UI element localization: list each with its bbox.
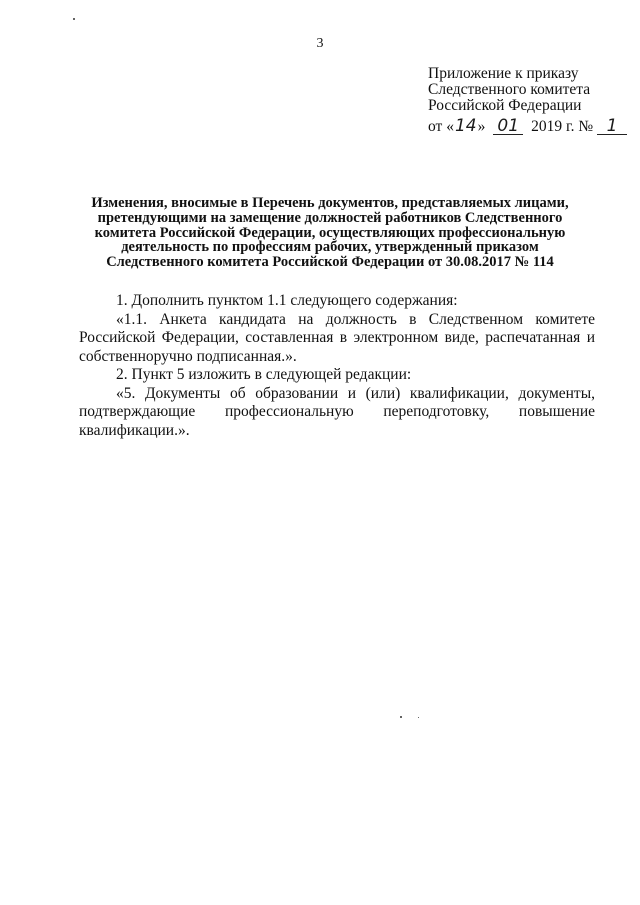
order-date-number xyxy=(428,116,618,137)
order-year: 2019 г. № xyxy=(531,118,594,135)
title-line: комитета Российской Федерации, осуществляющих профессиональную xyxy=(94,224,566,241)
paragraph-line: квалификации.». xyxy=(79,421,190,439)
document-title xyxy=(70,196,590,270)
paragraph-line: собственноручно подписанная.». xyxy=(79,347,297,365)
paragraph-2 xyxy=(79,311,595,367)
page-number: 3 xyxy=(316,36,324,51)
appendix-line: Следственного комитета xyxy=(428,81,591,98)
handwritten-day: 14 xyxy=(454,116,477,136)
paragraph-line: «5. Документы об образовании и (или) квалификации, документы, xyxy=(116,384,595,402)
title-line: Следственного комитета Российской Федерации от 30.08.2017 № 114 xyxy=(106,254,554,271)
scan-speck xyxy=(73,18,75,20)
appendix-line: Российской Федерации xyxy=(428,97,582,114)
document-body xyxy=(79,292,595,440)
order-prefix: от « xyxy=(428,118,454,135)
title-line: деятельность по профессиям рабочих, утвержденный приказом xyxy=(121,239,539,256)
title-line: Изменения, вносимые в Перечень документов, представляемых лицами, xyxy=(91,195,569,211)
handwritten-order-number: 1 xyxy=(597,118,627,135)
paragraph-1: 1. Дополнить пунктом 1.1 следующего содержания: xyxy=(116,292,458,309)
handwritten-month: 01 xyxy=(493,118,523,135)
appendix-line: Приложение к приказу xyxy=(428,65,579,82)
title-line: претендующими на замещение должностей работников Следственного xyxy=(97,209,563,226)
paragraph-4 xyxy=(79,385,595,441)
paragraph-line: подтверждающие профессиональную переподготовку, повышение xyxy=(79,403,595,420)
scan-speck xyxy=(400,716,402,718)
appendix-header xyxy=(428,66,618,114)
paragraph-3: 2. Пункт 5 изложить в следующей редакции: xyxy=(116,366,412,383)
order-day-close: » xyxy=(477,118,486,135)
paragraph-line: «1.1. Анкета кандидата на должность в Следственном комитете xyxy=(116,310,595,328)
paragraph-line: Российской Федерации, составленная в электронном виде, распечатанная и xyxy=(79,329,595,346)
scan-speck xyxy=(418,717,419,718)
